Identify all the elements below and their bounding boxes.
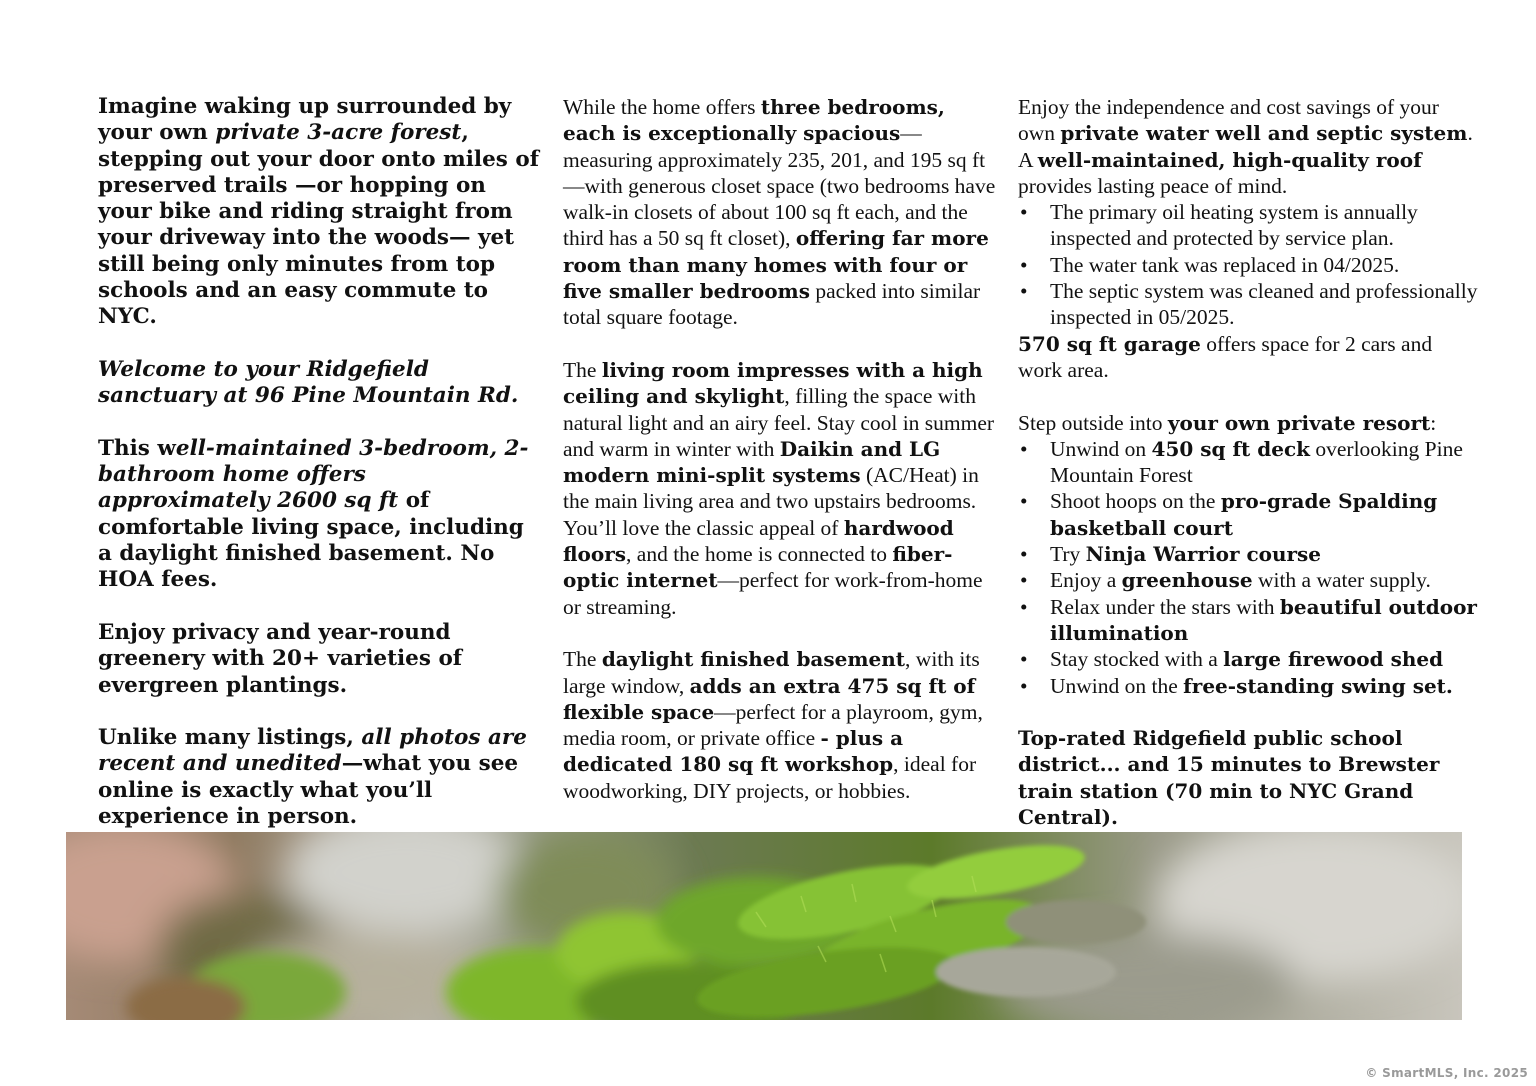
column-middle [563,94,1003,830]
list-item: • The primary oil heating system is annually inspected and protected by service plan. [1018,199,1478,252]
column-left [98,94,543,857]
welcome-line: Welcome to your Ridgefield sanctuary at 96 Pine Mountain Rd. [98,356,519,409]
list-item: • The water tank was replaced in 04/2025. [1018,252,1478,278]
resort-heading: Step outside into your own private resort: [1018,410,1437,435]
utilities-paragraph: Enjoy the independence and cost savings of your own private water well and septic system. A well-maintained, high-quality roof provides lasting peace of mind. [1018,95,1473,198]
list-item: • The septic system was cleaned and professionally inspected in 05/2025. [1018,278,1478,331]
list-item: • Shoot hoops on the pro-grade Spalding basketball court [1018,488,1478,541]
photos-note: Unlike many listings, all photos are recent and unedited—what you see online is exactly what you’ll experience in person. [98,725,527,830]
intro-paragraph: Imagine waking up surrounded by your own private 3-acre forest, stepping out your door onto miles of preserved trails —or hopping on your bike and riding straight from your driveway into the woods— yet still being only minutes from top schools and an easy commute to NYC. [98,94,539,330]
column-right [1018,94,1478,857]
moss-photo [66,832,1462,1020]
list-item: • Unwind on 450 sq ft deck overlooking Pine Mountain Forest [1018,436,1478,489]
home-summary: This well-maintained 3-bedroom, 2-bathroom home offers approximately 2600 sq ft of comfortable living space, including a daylight finished basement. No HOA fees. [98,435,529,593]
garage-paragraph: 570 sq ft garage offers space for 2 cars and work area. [1018,331,1433,382]
list-item: • Unwind on the free-standing swing set. [1018,673,1478,699]
copyright-text: © SmartMLS, Inc. 2025 [1365,1066,1528,1080]
list-item: • Stay stocked with a large firewood shed [1018,646,1478,672]
living-room-paragraph: The living room impresses with a high ceiling and skylight, filling the space with natural light and an airy feel. Stay cool in summer and warm in winter with Daikin and LG modern mini-split systems (AC/Heat) in the main living area and two upstairs bedrooms. You’ll love the classic appeal of hardwood floors, and the home is connected to fiber-optic internet—perfect for work-from-home or streaming. [563,357,995,619]
bedrooms-paragraph: While the home offers three bedrooms, each is exceptionally spacious—measuring approximately 235, 201, and 195 sq ft—with generous closet space (two bedrooms have walk-in closets of about 100 sq ft each, and the third has a 50 sq ft closet), offering far more room than many homes with four or five smaller bedrooms packed into similar total square footage. [563,95,996,330]
list-item: • Try Ninja Warrior course [1018,541,1478,567]
greenery-paragraph: Enjoy privacy and year-round greenery with 20+ varieties of evergreen plantings. [98,619,463,698]
amenities-list [1018,436,1478,699]
maintenance-list [1018,199,1478,330]
list-item: • Enjoy a greenhouse with a water supply. [1018,567,1478,593]
basement-paragraph: The daylight finished basement, with its large window, adds an extra 475 sq ft of flexible space—perfect for a playroom, gym, media room, or private office - plus a dedicated 180 sq ft workshop, ideal for woodworking, DIY projects, or hobbies. [563,647,983,803]
list-item: • Relax under the stars with beautiful outdoor illumination [1018,594,1478,647]
school-paragraph: Top-rated Ridgefield public school district... and 15 minutes to Brewster train station (70 min to NYC Grand Central). [1018,726,1440,830]
